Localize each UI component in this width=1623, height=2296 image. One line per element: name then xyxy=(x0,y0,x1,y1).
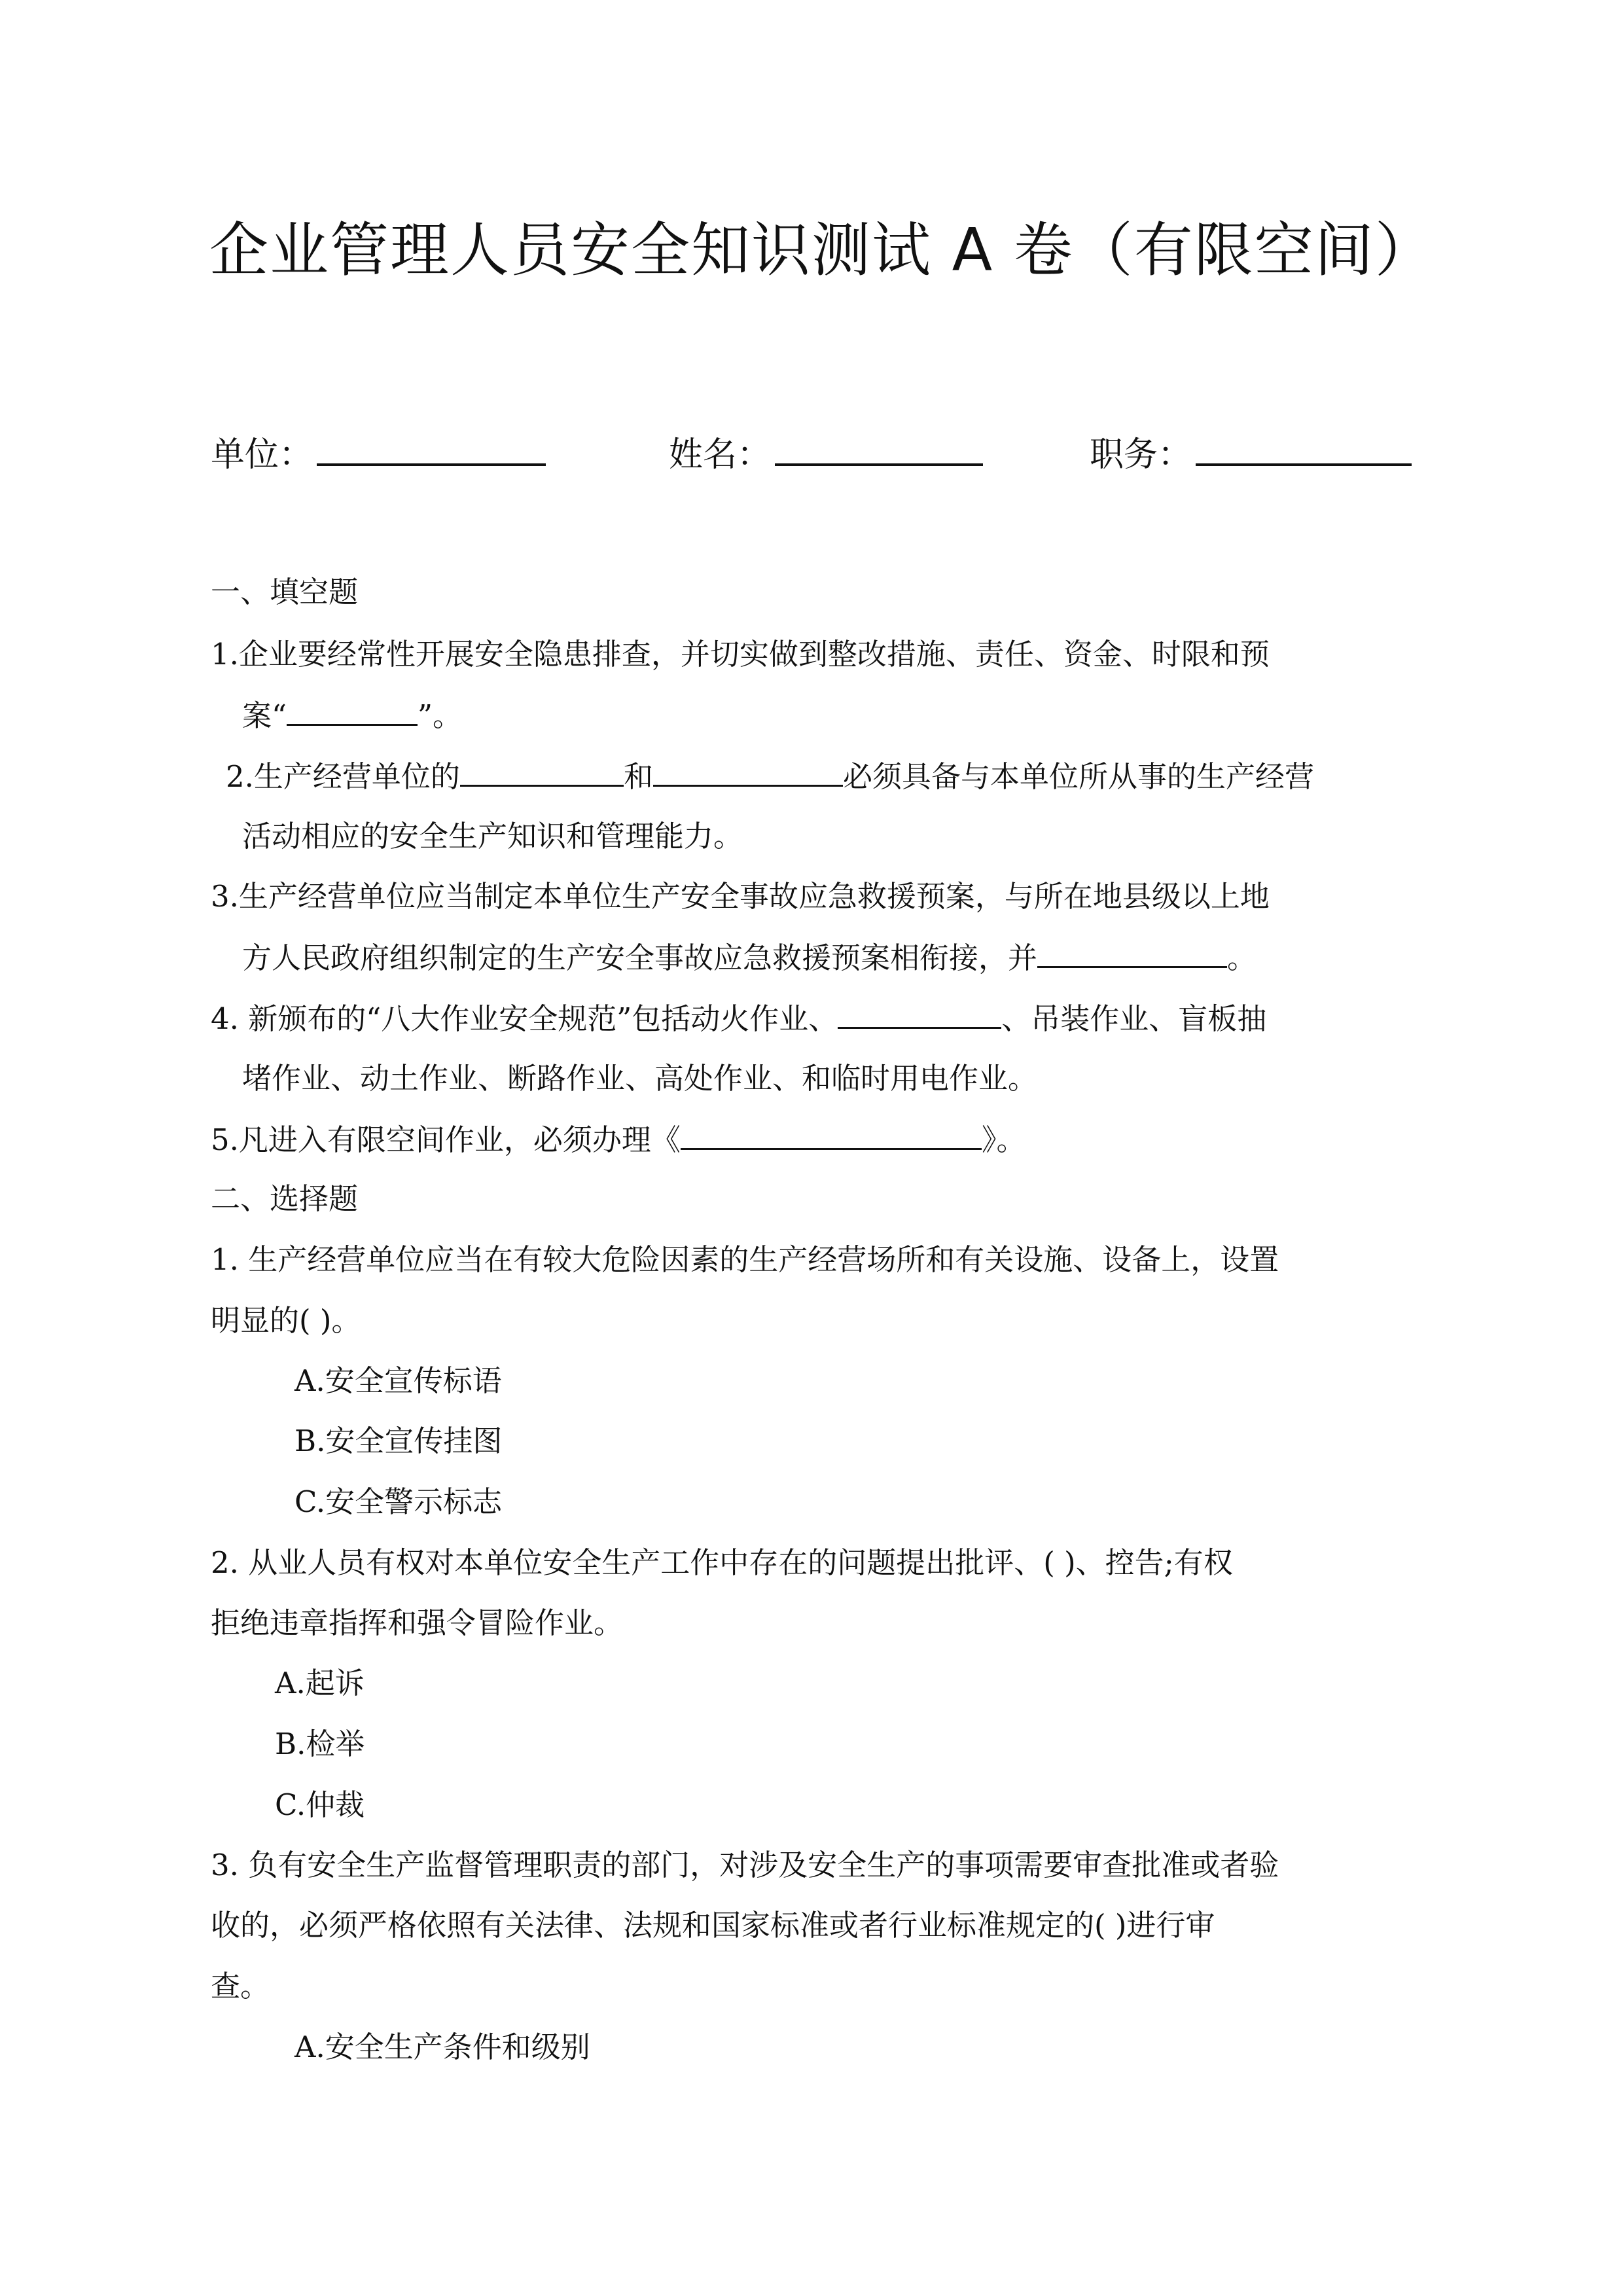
position-blank[interactable] xyxy=(1196,424,1412,466)
fill-q4-text-a: 4. 新颁布的“八大作业安全规范”包括动火作业、 xyxy=(211,1001,838,1036)
fill-q1-text-b: ”。 xyxy=(418,698,463,733)
choice-q2-line2: 拒绝违章指挥和强令冒险作业。 xyxy=(211,1605,624,1640)
fill-q3-text-b: 。 xyxy=(1227,941,1257,975)
fill-q2-line2: 活动相应的安全生产知识和管理能力。 xyxy=(242,819,743,853)
fill-q1-line1: 1.企业要经常性开展安全隐患排查，并切实做到整改措施、责任、资金、时限和预 xyxy=(211,637,1270,672)
fill-q2-text-b: 和 xyxy=(623,759,653,794)
choice-q2-option-a[interactable]: A.起诉 xyxy=(275,1666,365,1700)
choice-q1-option-a[interactable]: A.安全宣传标语 xyxy=(294,1363,502,1398)
fill-q5-blank[interactable] xyxy=(681,1119,982,1150)
fill-q3-line1: 3.生产经营单位应当制定本单位生产安全事故应急救援预案，与所在地县级以上地 xyxy=(211,879,1270,914)
fill-q2-blank1[interactable] xyxy=(460,756,624,787)
fill-q4-line2: 堵作业、动土作业、断路作业、高处作业、和临时用电作业。 xyxy=(242,1061,1038,1096)
choice-q3-line3: 查。 xyxy=(211,1969,270,2003)
fill-q1-blank[interactable] xyxy=(287,695,418,726)
fill-q4-blank[interactable] xyxy=(838,998,1001,1029)
section2-heading: 二、选择题 xyxy=(211,1181,359,1216)
unit-field xyxy=(211,422,546,488)
choice-q2-line1: 2. 从业人员有权对本单位安全生产工作中存在的问题提出批评、( )、控告;有权 xyxy=(211,1545,1233,1580)
fill-q5-text-a: 5.凡进入有限空间作业，必须办理《 xyxy=(211,1122,681,1157)
fill-q5-text-b: 》。 xyxy=(981,1122,1026,1157)
fill-q5-line xyxy=(211,1119,1026,1160)
choice-q2-option-b[interactable]: B.检举 xyxy=(275,1727,365,1761)
exam-title: 企业管理人员安全知识测试 A 卷（有限空间） xyxy=(209,216,1435,285)
info-line xyxy=(0,422,1623,488)
name-blank[interactable] xyxy=(775,424,983,466)
fill-q4-line1 xyxy=(211,998,1266,1039)
choice-q3-line2: 收的，必须严格依照有关法律、法规和国家标准或者行业标准规定的( )进行审 xyxy=(211,1908,1215,1943)
fill-q3-line2 xyxy=(242,937,1257,978)
choice-q3-line1: 3. 负有安全生产监督管理职责的部门，对涉及安全生产的事项需要审查批准或者验 xyxy=(211,1848,1279,1882)
position-field xyxy=(1090,422,1412,488)
fill-q1-line2 xyxy=(242,695,462,736)
choice-q1-line1: 1. 生产经营单位应当在有较大危险因素的生产经营场所和有关设施、设备上，设置 xyxy=(211,1242,1279,1277)
choice-q3-option-a[interactable]: A.安全生产条件和级别 xyxy=(294,2030,590,2064)
name-label: 姓名： xyxy=(669,435,772,475)
choice-q1-line2: 明显的( )。 xyxy=(211,1303,361,1338)
section1-heading: 一、填空题 xyxy=(211,575,359,609)
unit-label: 单位： xyxy=(211,435,313,475)
fill-q3-blank[interactable] xyxy=(1037,937,1227,968)
choice-q2-option-c[interactable]: C.仲裁 xyxy=(275,1787,365,1822)
fill-q3-text-a: 方人民政府组织制定的生产安全事故应急救援预案相衔接，并 xyxy=(242,941,1038,975)
fill-q2-line1 xyxy=(226,756,1314,797)
fill-q2-text-c: 必须具备与本单位所从事的生产经营 xyxy=(842,759,1314,794)
fill-q1-text-a: 案“ xyxy=(242,698,287,733)
choice-q1-option-c[interactable]: C.安全警示标志 xyxy=(294,1484,503,1519)
position-label: 职务： xyxy=(1090,435,1192,475)
name-field xyxy=(669,422,983,488)
fill-q4-text-b: 、吊装作业、盲板抽 xyxy=(1001,1001,1267,1036)
choice-q1-option-b[interactable]: B.安全宣传挂图 xyxy=(294,1424,503,1458)
unit-blank[interactable] xyxy=(317,424,546,466)
fill-q2-blank2[interactable] xyxy=(653,756,843,787)
fill-q2-text-a: 2.生产经营单位的 xyxy=(226,759,460,794)
